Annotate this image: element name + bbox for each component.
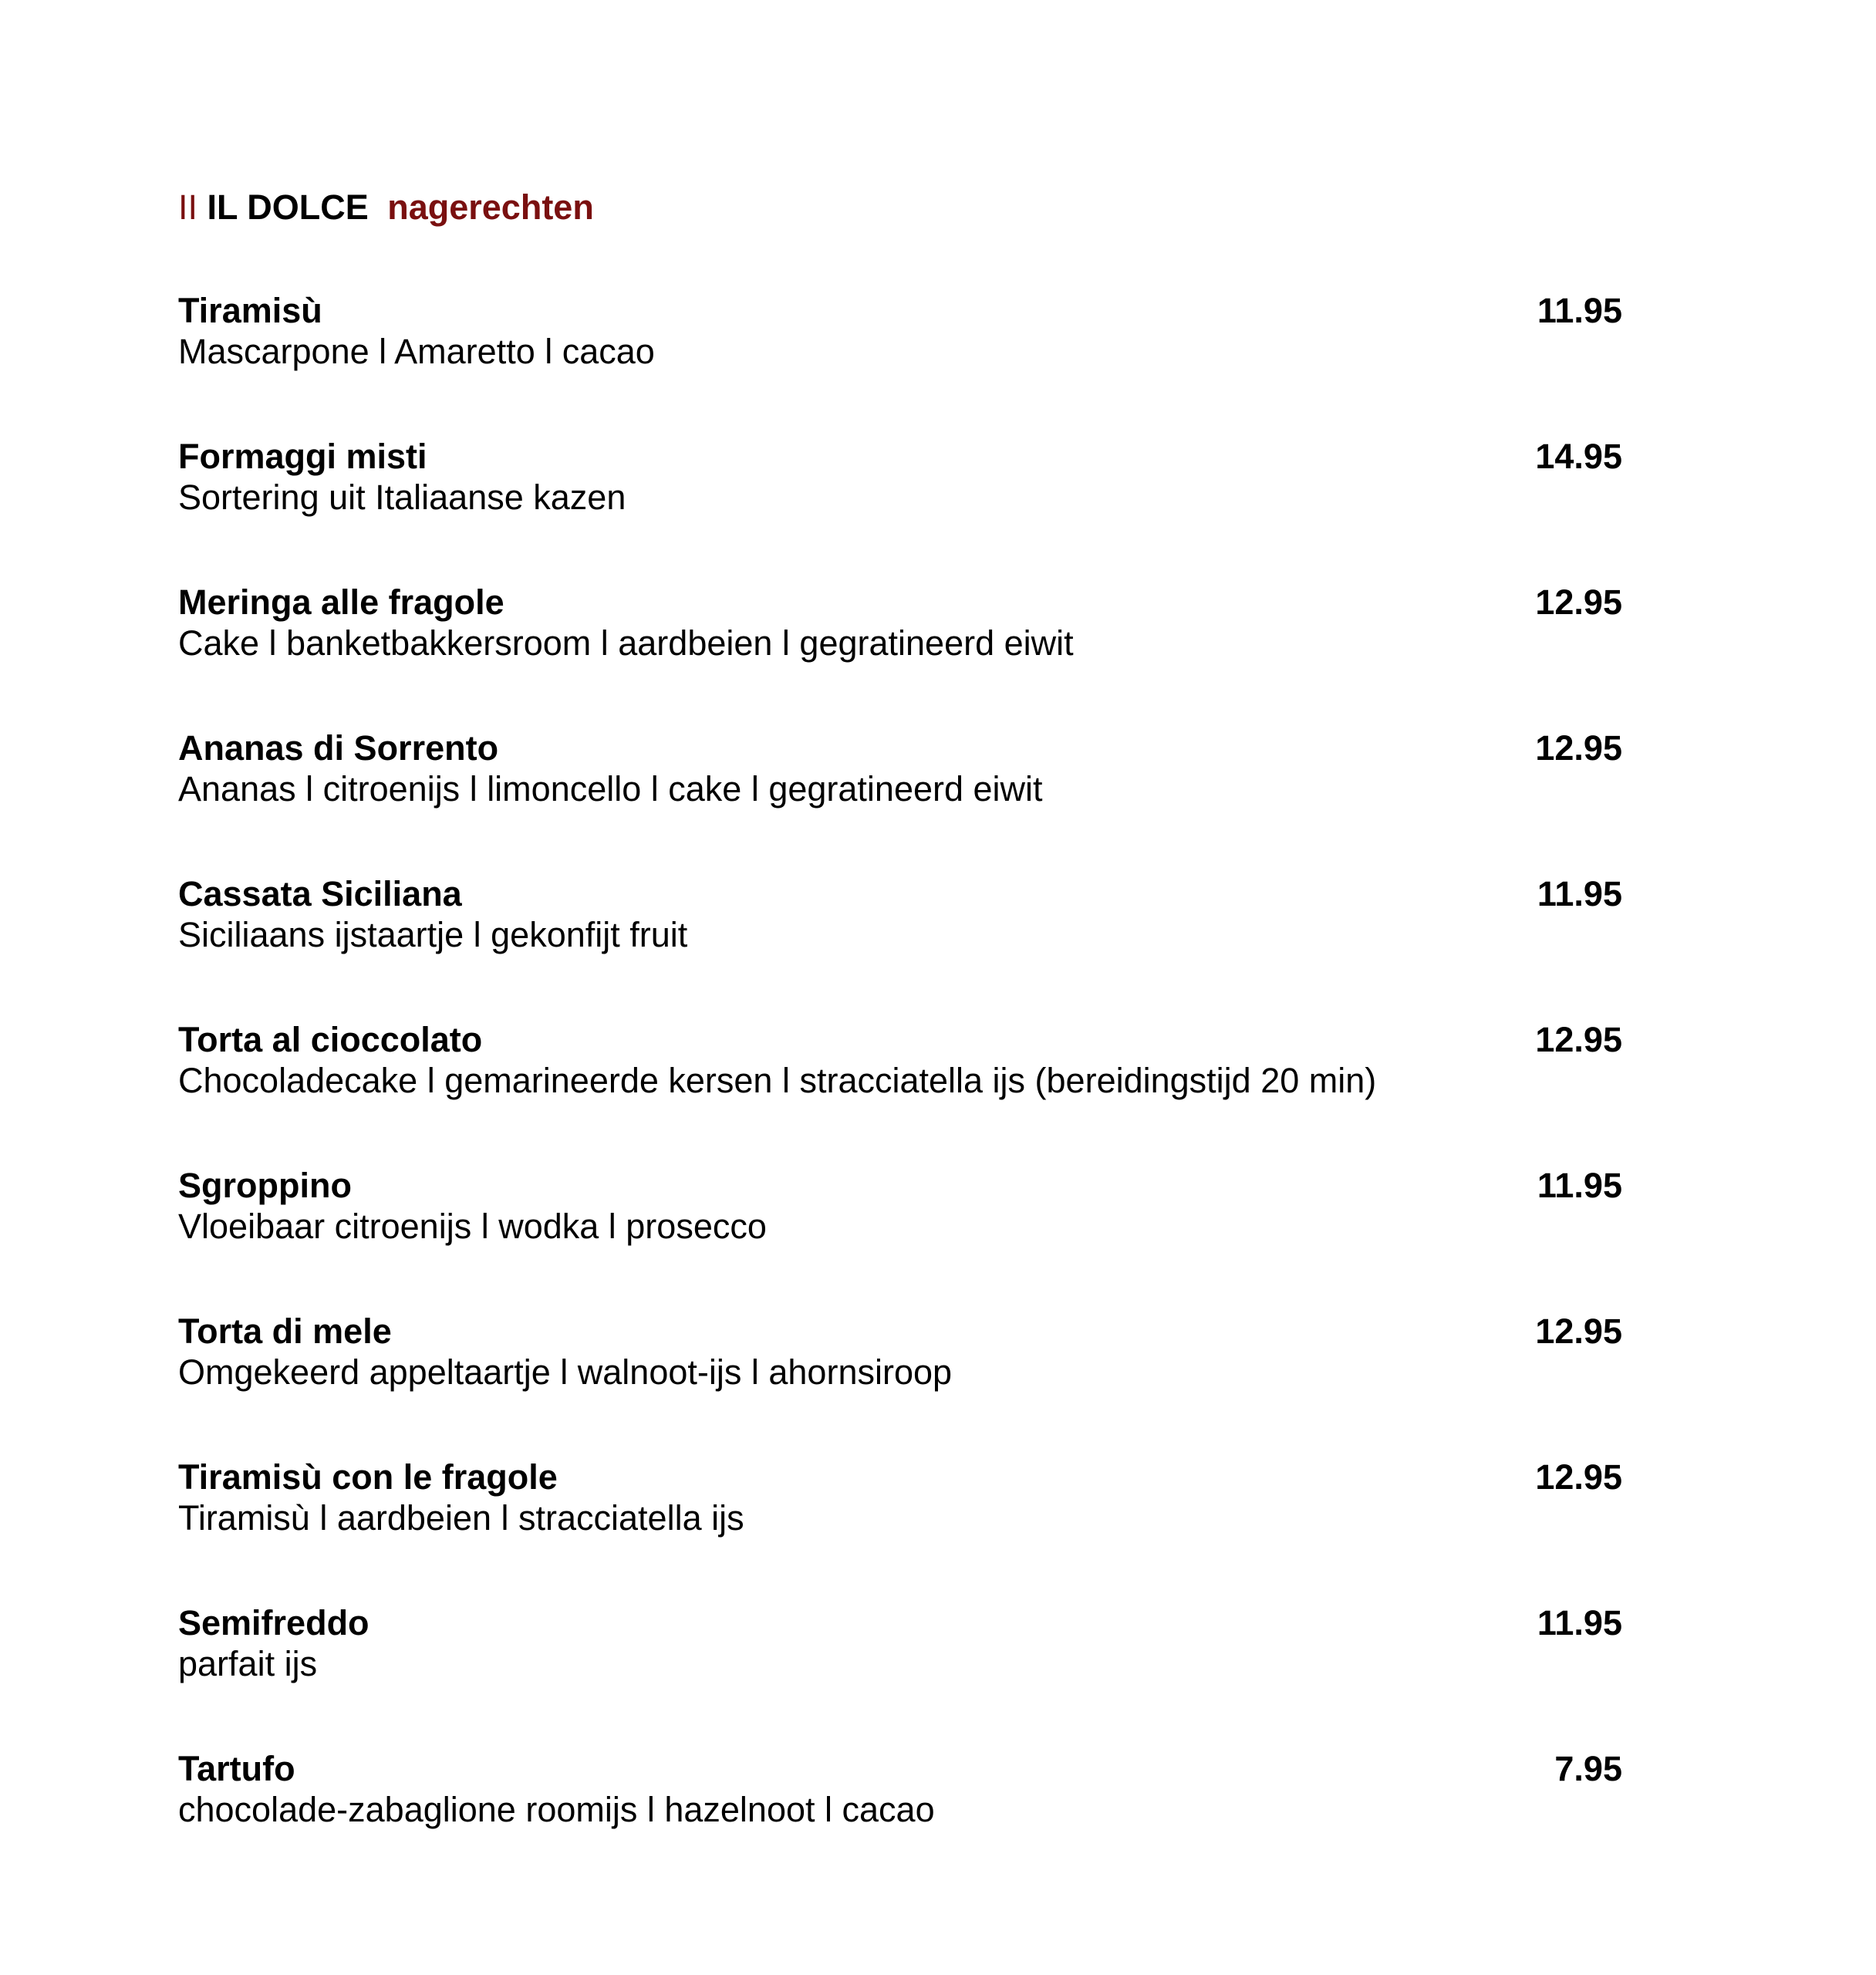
item-description: Vloeibaar citroenijs l wodka l prosecco: [178, 1207, 767, 1246]
item-name: Formaggi misti: [178, 437, 427, 476]
menu-item: [178, 581, 1622, 727]
menu-item: [178, 1164, 1622, 1310]
item-price: 14.95: [1535, 437, 1622, 476]
item-name: Torta al cioccolato: [178, 1020, 483, 1059]
item-description: Chocoladecake l gemarineerde kersen l stracciatella ijs (bereidingstijd 20 min): [178, 1061, 1377, 1100]
menu-item: [178, 1602, 1622, 1747]
item-price: 11.95: [1537, 874, 1622, 913]
item-description: chocolade-zabaglione roomijs l hazelnoot l cacao: [178, 1790, 935, 1829]
item-description: Tiramisù l aardbeien l stracciatella ijs: [178, 1498, 744, 1538]
menu-item: [178, 1456, 1622, 1602]
section-title: IL DOLCE: [207, 187, 369, 227]
item-price: 12.95: [1535, 1312, 1622, 1351]
item-price: 11.95: [1537, 1603, 1622, 1642]
menu-item: [178, 873, 1622, 1018]
item-name: Semifreddo: [178, 1603, 369, 1642]
item-name: Torta di mele: [178, 1312, 392, 1351]
item-price: 12.95: [1535, 1457, 1622, 1497]
header-bar: II: [178, 187, 198, 227]
item-price: 7.95: [1554, 1749, 1622, 1788]
item-name: Cassata Siciliana: [178, 874, 462, 913]
section-subtitle: nagerechten: [387, 187, 594, 227]
menu-item: [178, 435, 1622, 581]
item-name: Tiramisù: [178, 291, 322, 330]
menu-item: [178, 289, 1622, 435]
item-description: Mascarpone l Amaretto l cacao: [178, 332, 655, 371]
item-description: Omgekeerd appeltaartje l walnoot-ijs l ahornsiroop: [178, 1352, 953, 1392]
item-price: 12.95: [1535, 728, 1622, 768]
menu-item: [178, 727, 1622, 873]
menu-item: [178, 1018, 1622, 1164]
item-description: Ananas l citroenijs l limoncello l cake l gegratineerd eiwit: [178, 769, 1043, 809]
item-description: Sortering uit Italiaanse kazen: [178, 478, 626, 517]
item-price: 12.95: [1535, 1020, 1622, 1059]
item-name: Meringa alle fragole: [178, 582, 504, 622]
menu-item: [178, 1747, 1622, 1893]
item-description: parfait ijs: [178, 1644, 318, 1683]
item-name: Ananas di Sorrento: [178, 728, 499, 768]
item-name: Tiramisù con le fragole: [178, 1457, 558, 1497]
item-price: 12.95: [1535, 582, 1622, 622]
menu-list: [178, 289, 1622, 1893]
item-name: Tartufo: [178, 1749, 295, 1788]
section-header: [178, 185, 594, 230]
item-description: Siciliaans ijstaartje l gekonfijt fruit: [178, 915, 688, 954]
item-price: 11.95: [1537, 1166, 1622, 1205]
item-price: 11.95: [1537, 291, 1622, 330]
item-description: Cake l banketbakkersroom l aardbeien l gegratineerd eiwit: [178, 623, 1074, 663]
menu-item: [178, 1310, 1622, 1456]
item-name: Sgroppino: [178, 1166, 352, 1205]
